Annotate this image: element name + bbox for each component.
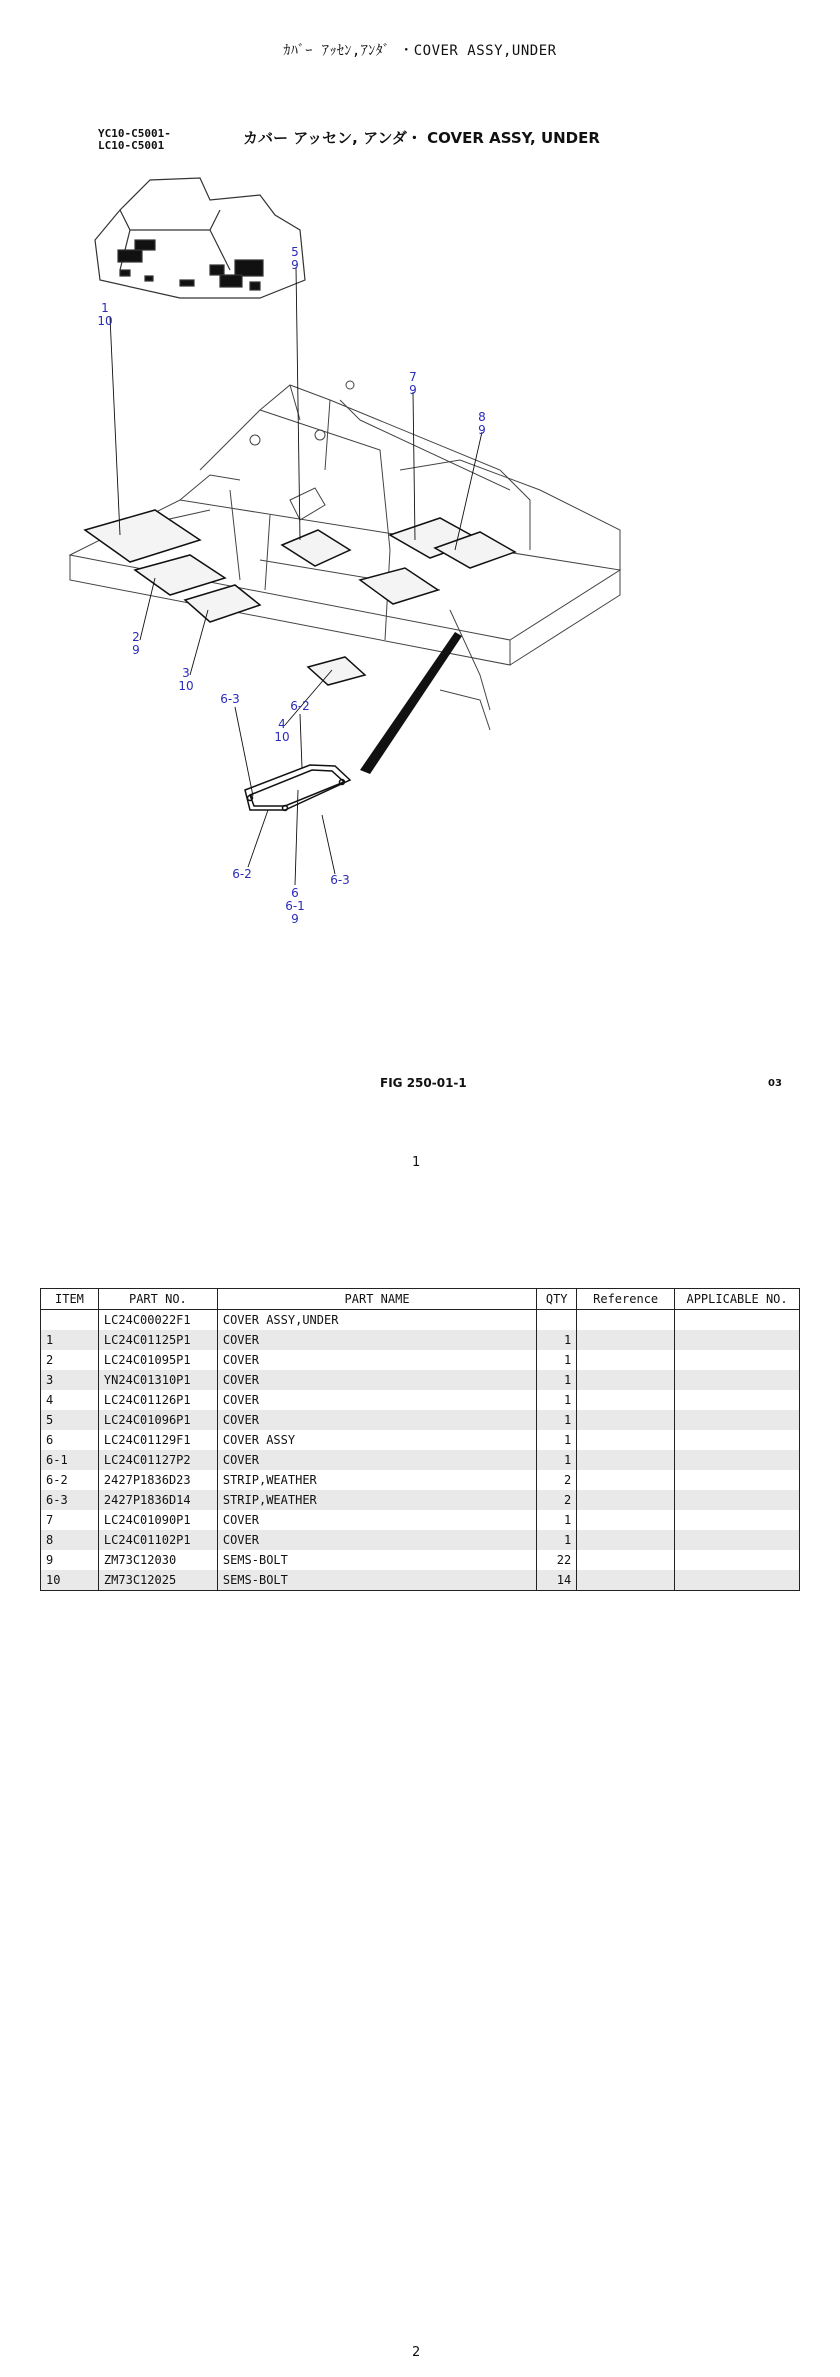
cell-part-no: LC24C00022F1 — [98, 1310, 217, 1331]
serial-end: LC10-C5001 — [98, 139, 165, 152]
callout-5: 5 — [291, 245, 299, 259]
cell-item: 8 — [41, 1530, 99, 1550]
cell-applicable — [675, 1570, 800, 1591]
cell-item: 9 — [41, 1550, 99, 1570]
callout-6-3-top: 6-3 — [220, 692, 240, 706]
cell-qty: 1 — [537, 1450, 577, 1470]
cell-reference — [577, 1370, 675, 1390]
cell-part-no: LC24C01096P1 — [98, 1410, 217, 1430]
cell-item: 3 — [41, 1370, 99, 1390]
cell-reference — [577, 1390, 675, 1410]
callout-1-bolt: 10 — [97, 314, 113, 328]
cell-item: 6 — [41, 1430, 99, 1450]
table-row — [41, 1570, 800, 1591]
cell-qty: 2 — [537, 1470, 577, 1490]
callout-6: 6 — [291, 886, 299, 900]
cell-applicable — [675, 1510, 800, 1530]
cell-part-name: SEMS-BOLT — [217, 1570, 536, 1591]
callout-6-bolt: 9 — [291, 912, 299, 926]
cell-reference — [577, 1530, 675, 1550]
cell-reference — [577, 1450, 675, 1470]
cell-part-name: COVER — [217, 1510, 536, 1530]
callout-6-2-bottom: 6-2 — [232, 867, 252, 881]
cell-part-name: COVER — [217, 1330, 536, 1350]
diagram-page-number: 1 — [412, 1155, 421, 1170]
cell-part-no: YN24C01310P1 — [98, 1370, 217, 1390]
callout-8: 8 — [478, 410, 486, 424]
cell-part-name: COVER ASSY — [217, 1430, 536, 1450]
cell-reference — [577, 1510, 675, 1530]
cell-qty: 22 — [537, 1550, 577, 1570]
cell-qty: 1 — [537, 1370, 577, 1390]
exploded-parts-diagram — [60, 170, 760, 1050]
cover-3 — [185, 585, 260, 622]
callout-7-bolt: 9 — [409, 383, 417, 397]
cell-item: 6-1 — [41, 1450, 99, 1470]
table-row — [41, 1450, 800, 1470]
cell-applicable — [675, 1350, 800, 1370]
cell-part-no: LC24C01125P1 — [98, 1330, 217, 1350]
col-header-part-name: PART NAME — [217, 1289, 536, 1310]
cell-part-no: LC24C01095P1 — [98, 1350, 217, 1370]
cell-item: 1 — [41, 1330, 99, 1350]
cell-applicable — [675, 1450, 800, 1470]
cell-part-name: SEMS-BOLT — [217, 1550, 536, 1570]
col-header-applicable: APPLICABLE NO. — [675, 1289, 800, 1310]
cell-qty: 1 — [537, 1350, 577, 1370]
table-row — [41, 1390, 800, 1410]
table-row — [41, 1490, 800, 1510]
cell-part-name: COVER — [217, 1390, 536, 1410]
cell-reference — [577, 1490, 675, 1510]
page-header-title: ｶﾊﾞｰ ｱｯｾﾝ,ｱﾝﾀﾞ ・COVER ASSY,UNDER — [283, 43, 557, 59]
table-row — [41, 1370, 800, 1390]
cell-qty: 14 — [537, 1570, 577, 1591]
cell-item: 6-3 — [41, 1490, 99, 1510]
cover-1 — [85, 510, 200, 562]
cell-qty: 1 — [537, 1510, 577, 1530]
cell-item: 4 — [41, 1390, 99, 1410]
cell-part-no: LC24C01127P2 — [98, 1450, 217, 1470]
cover-5 — [282, 530, 350, 566]
table-row — [41, 1470, 800, 1490]
table-row — [41, 1510, 800, 1530]
cell-applicable — [675, 1550, 800, 1570]
callout-3: 3 — [182, 666, 190, 680]
callout-2: 2 — [132, 630, 140, 644]
table-row — [41, 1330, 800, 1350]
parts-table-body — [41, 1310, 800, 1591]
cell-qty: 1 — [537, 1410, 577, 1430]
cell-item — [41, 1310, 99, 1331]
cover-6-installed — [360, 568, 438, 604]
cell-item: 2 — [41, 1350, 99, 1370]
callout-6-2-top: 6-2 — [290, 699, 310, 713]
figure-revision: 03 — [768, 1078, 782, 1089]
col-header-reference: Reference — [577, 1289, 675, 1310]
table-row — [41, 1350, 800, 1370]
cell-item: 6-2 — [41, 1470, 99, 1490]
cell-reference — [577, 1470, 675, 1490]
table-row — [41, 1550, 800, 1570]
cell-part-name: COVER — [217, 1450, 536, 1470]
cell-applicable — [675, 1390, 800, 1410]
cell-part-no: 2427P1836D23 — [98, 1470, 217, 1490]
cover-2 — [135, 555, 225, 595]
table-row — [41, 1310, 800, 1331]
callout-4-bolt: 10 — [274, 730, 290, 744]
cell-part-no: ZM73C12025 — [98, 1570, 217, 1591]
cell-reference — [577, 1410, 675, 1430]
cell-qty — [537, 1310, 577, 1331]
col-header-part-no: PART NO. — [98, 1289, 217, 1310]
table-header-row — [41, 1289, 800, 1310]
cell-applicable — [675, 1430, 800, 1450]
cell-reference — [577, 1550, 675, 1570]
cell-part-name: COVER ASSY,UNDER — [217, 1310, 536, 1331]
cell-part-no: ZM73C12030 — [98, 1550, 217, 1570]
cell-qty: 1 — [537, 1430, 577, 1450]
cell-part-name: COVER — [217, 1410, 536, 1430]
cell-part-no: LC24C01126P1 — [98, 1390, 217, 1410]
callout-7: 7 — [409, 370, 417, 384]
cell-part-no: 2427P1836D14 — [98, 1490, 217, 1510]
callout-2-bolt: 9 — [132, 643, 140, 657]
serial-start: YC10-C5001- — [98, 127, 171, 140]
callout-8-bolt: 9 — [478, 423, 486, 437]
cell-reference — [577, 1570, 675, 1591]
cell-part-no: LC24C01102P1 — [98, 1530, 217, 1550]
cell-part-name: COVER — [217, 1530, 536, 1550]
cell-qty: 2 — [537, 1490, 577, 1510]
cell-reference — [577, 1350, 675, 1370]
callout-6-1: 6-1 — [285, 899, 305, 913]
callout-5-bolt: 9 — [291, 258, 299, 272]
callout-6-3-bottom: 6-3 — [330, 873, 350, 887]
cell-item: 5 — [41, 1410, 99, 1430]
cover-4 — [308, 657, 365, 685]
parts-list-table — [40, 1288, 800, 1591]
callout-3-bolt: 10 — [178, 679, 194, 693]
cell-applicable — [675, 1410, 800, 1430]
cell-qty: 1 — [537, 1330, 577, 1350]
location-thumbnail — [95, 178, 305, 298]
table-row — [41, 1430, 800, 1450]
cell-reference — [577, 1430, 675, 1450]
table-row — [41, 1530, 800, 1550]
cell-applicable — [675, 1470, 800, 1490]
figure-title: カバー アッセン, アンダ・ COVER ASSY, UNDER — [243, 129, 600, 147]
col-header-qty: QTY — [537, 1289, 577, 1310]
table-row — [41, 1410, 800, 1430]
page-number: 2 — [412, 2345, 421, 2360]
cell-applicable — [675, 1310, 800, 1331]
cell-applicable — [675, 1530, 800, 1550]
cell-qty: 1 — [537, 1530, 577, 1550]
cell-part-name: COVER — [217, 1370, 536, 1390]
serial-range — [98, 128, 171, 152]
cell-reference — [577, 1330, 675, 1350]
cell-item: 7 — [41, 1510, 99, 1530]
cell-part-no: LC24C01129F1 — [98, 1430, 217, 1450]
col-header-item: ITEM — [41, 1289, 99, 1310]
detail-connector — [360, 632, 462, 774]
cell-applicable — [675, 1370, 800, 1390]
callout-1: 1 — [101, 301, 109, 315]
cell-part-name: STRIP,WEATHER — [217, 1470, 536, 1490]
cell-part-no: LC24C01090P1 — [98, 1510, 217, 1530]
cell-item: 10 — [41, 1570, 99, 1591]
callout-4: 4 — [278, 717, 286, 731]
cell-part-name: COVER — [217, 1350, 536, 1370]
cell-part-name: STRIP,WEATHER — [217, 1490, 536, 1510]
cell-applicable — [675, 1330, 800, 1350]
cell-reference — [577, 1310, 675, 1331]
cell-qty: 1 — [537, 1390, 577, 1410]
cell-applicable — [675, 1490, 800, 1510]
figure-label: FIG 250-01-1 — [380, 1076, 467, 1090]
